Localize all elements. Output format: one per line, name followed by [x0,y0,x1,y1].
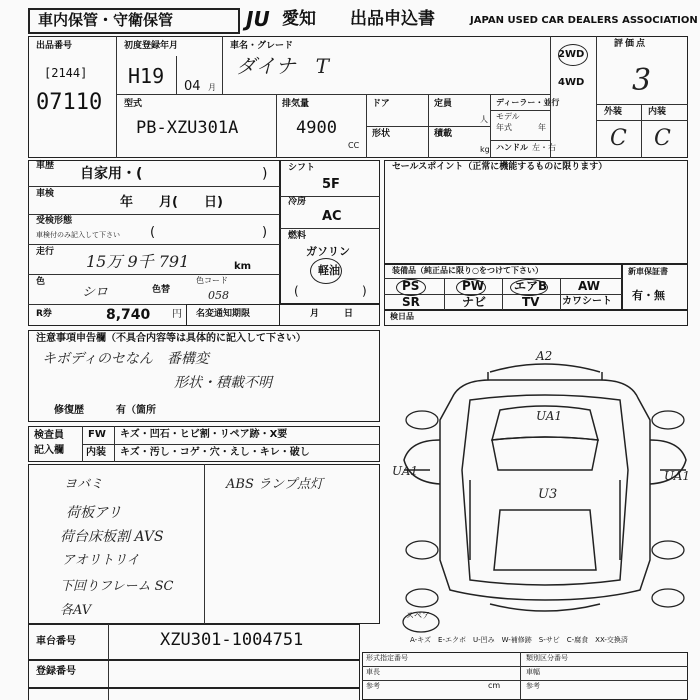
remark-1: ヨバミ [64,477,104,492]
sales-point-label: セールスポイント（正常に機能するものに限ります） [392,162,608,172]
ju-logo: JU [246,7,270,31]
damage-mark-right: UA1 [664,469,691,483]
first-reg-month: 04 [184,79,201,94]
remark-7: 各AV [60,603,92,618]
lot-number: 07110 [36,90,103,115]
equip-sr: SR [402,295,420,309]
exterior-grade: C [610,126,627,151]
exterior-label: 外装 [604,107,623,117]
damage-mark-left: UA1 [392,464,419,478]
displacement-value: 4900 [296,118,337,138]
equip-leather: カワシート [562,296,612,307]
remark-6: 下回りフレーム SC [60,579,174,594]
damage-legend: A-キズ E-エクボ U-凹み W-補修跡 S-サビ C-腐食 XX-交換済 [410,636,628,644]
equip-tv: TV [522,295,540,309]
first-reg-era: H19 [128,64,165,88]
lot-label: 出品番号 [36,41,73,51]
notes-line1: キボディのセなん 番構変 [42,351,209,367]
lot-bracket: [2144] [44,66,88,80]
type-value: PB-XZU301A [136,118,239,138]
spare-label: スペア [406,611,430,620]
recycle-value: 8,740 [106,307,151,323]
interior-label: 内装 [648,107,667,117]
spec-table [362,652,688,700]
interior-grade: C [654,126,671,151]
remark-3: 荷板アリ [66,505,122,521]
damage-mark-hood: UA1 [536,409,563,423]
ac-value: AC [322,209,342,224]
fuel-gasoline: ガソリン [306,245,350,258]
drive-4wd: 4WD [558,77,585,88]
drive-2wd: 2WD [558,49,585,60]
color-value: シロ [82,285,109,300]
remark-2: ABS ランプ点灯 [226,477,323,492]
damage-mark-front: A2 [536,349,553,363]
auction-sheet: 車内保管・守衛保管 JU 愛知 出品申込書 JAPAN USED CAR DEALERS ASSOCIATION 出品番号 [2144] 07110 初度登録年月 H19 04 月 車名・グレード ダイナ T 2WD 4WD 評価点 3 外装 内装 C C 型式 PB-XZU301A 排気量 4900 CC ドア 形状 定員 人 積載 kg ディーラー・並行 モデル 年式 年 ハンドル 左・右 車歴 自家用・( ) 車検 年 月( 日) 受検形態 車検付のみ記入して下さい ( ) 走行 15万 9千 791 km 色 シロ 色替 色コード 058 R券 8,740 円 名変通知期限 月 日 シフト 5F 冷房 AC 燃料 ガソリン 軽油 ( ) セールスポイント（正常に機能するものに限ります） 装備品（純正品に限り○をつけて下さい） PS PW エアB AW SR ナビ TV カワシート 新車保証書 有・無 検日品 注意事項申告欄（不具合内容等は具体的に記入して下さい） キボディのセなん 番構変 形状・積載不明 修復歴 有（箇所 検査員 記入欄 FW キズ・凹石・ヒビ割・リペア跡・X要 内装 キズ・汚し・コゲ・穴・えし・キレ・破し ヨバミ ABS ランプ点灯 荷板アリ 荷台床板割 AVS アオリトリイ 下回りフレーム SC 各AV A2 UA1 UA1 UA1 U3 スペア A-キズ E-エクボ U-凹み W-補修跡 S-サビ C-腐食 XX-交換済 車台番号 XZU301-1004751 登録番号 形式指定番号 類別区分番号 車長 車幅 参考 参考 cm [0,0,700,700]
grade-score: 3 [632,63,652,98]
remark-5: アオリトリイ [62,553,140,568]
notes-label: 注意事項申告欄（不具合内容等は具体的に記入して下さい） [36,333,306,344]
shift-value: 5F [322,177,340,192]
inspection-value: 年 月( 日) [120,195,223,210]
storage-title: 車内保管・守衛保管 [38,11,174,29]
notes-line2: 形状・積載不明 [174,375,272,391]
grade-label: 評価点 [614,39,648,49]
model-name: ダイナ T [236,54,329,78]
type-label: 型式 [124,99,143,109]
association-name: JAPAN USED CAR DEALERS ASSOCIATION [470,15,698,26]
equip-aw: AW [578,279,600,293]
equip-ps: PS [402,279,420,293]
chassis-number: XZU301-1004751 [160,630,304,650]
registration-box [28,660,360,688]
fuel-diesel: 軽油 [318,264,340,277]
equip-pw: PW [462,279,485,293]
org-name: 愛知 [282,9,316,29]
damage-mark-bed: U3 [538,487,558,502]
model-label: 車名・グレード [230,41,294,51]
mileage-value: 15万 9千 791 [86,252,190,271]
first-reg-label: 初度登録年月 [124,41,179,51]
color-code: 058 [208,289,229,302]
form-title: 出品申込書 [350,9,435,29]
remark-4: 荷台床板割 AVS [60,529,164,545]
equip-airbag: エアB [514,279,548,293]
equip-navi: ナビ [462,295,487,309]
history-value: 自家用・( [80,166,143,182]
displacement-label: 排気量 [282,99,310,109]
